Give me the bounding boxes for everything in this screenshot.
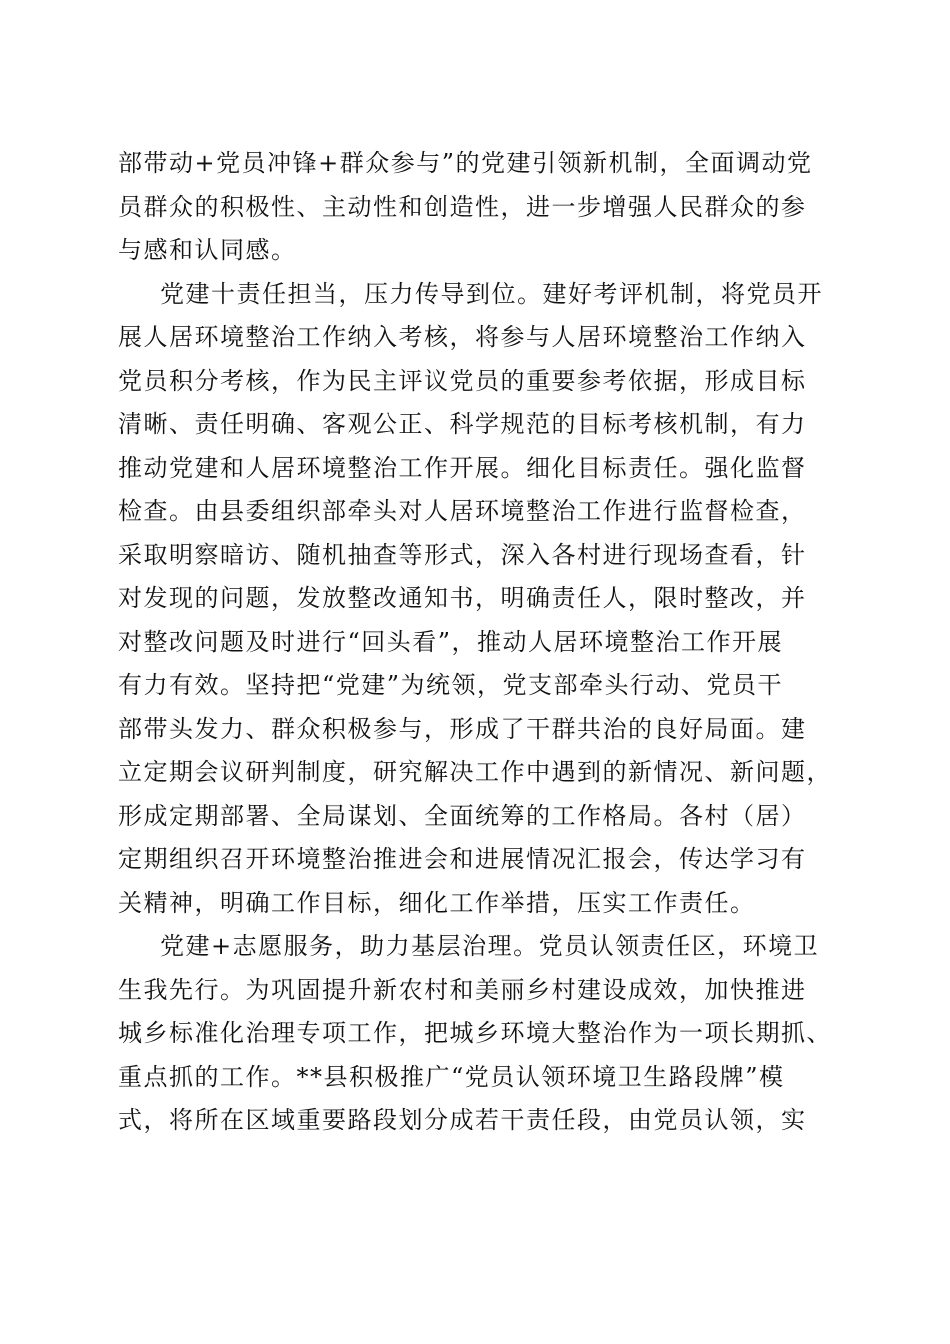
text-line: 与感和认同感。 bbox=[118, 236, 297, 264]
text-line: 检查。由县委组织部牵头对人居环境整治工作进行监督检查， bbox=[118, 497, 807, 525]
text-line: 立定期会议研判制度，研究解决工作中遇到的新情况、新问题， bbox=[118, 758, 832, 786]
text-line: 清晰、责任明确、客观公正、科学规范的目标考核机制，有力 bbox=[118, 410, 807, 438]
text-line: 部带头发力、群众积极参与，形成了干群共治的良好局面。建 bbox=[118, 714, 807, 743]
paragraph-start-line: 党建+志愿服务，助力基层治理。党员认领责任区，环境卫 bbox=[160, 932, 820, 960]
text-line: 对发现的问题，发放整改通知书，明确责任人，限时整改，并 bbox=[118, 584, 807, 612]
text-line: 对整改问题及时进行“回头看”，推动人居环境整治工作开展 bbox=[118, 627, 784, 656]
text-line: 城乡标准化治理专项工作，把城乡环境大整治作为一项长期抓、 bbox=[118, 1019, 832, 1047]
text-line: 采取明察暗访、随机抽查等形式，深入各村进行现场查看，针 bbox=[118, 540, 807, 569]
text-line: 形成定期部署、全局谋划、全面统筹的工作格局。各村（居） bbox=[118, 801, 807, 830]
text-line: 生我先行。为巩固提升新农村和美丽乡村建设成效，加快推进 bbox=[118, 975, 807, 1004]
text-line: 重点抓的工作。**县积极推广“党员认领环境卫生路段牌”模 bbox=[118, 1062, 785, 1091]
document-body bbox=[118, 142, 830, 1143]
text-line: 党员积分考核，作为民主评议党员的重要参考依据，形成目标 bbox=[118, 366, 807, 395]
text-line: 部带动+党员冲锋+群众参与”的党建引领新机制，全面调动党 bbox=[118, 149, 813, 177]
text-line: 推动党建和人居环境整治工作开展。细化目标责任。强化监督 bbox=[118, 453, 807, 482]
text-line: 员群众的积极性、主动性和创造性，进一步增强人民群众的参 bbox=[118, 192, 807, 221]
paragraph-start-line: 党建十责任担当，压力传导到位。建好考评机制，将党员开 bbox=[160, 279, 823, 308]
text-line: 定期组织召开环境整治推进会和进展情况汇报会，传达学习有 bbox=[118, 845, 807, 873]
text-line: 式，将所在区域重要路段划分成若干责任段，由党员认领，实 bbox=[118, 1106, 807, 1134]
text-line: 展人居环境整治工作纳入考核，将参与人居环境整治工作纳入 bbox=[118, 323, 807, 351]
text-line: 关精神，明确工作目标，细化工作举措，压实工作责任。 bbox=[118, 888, 756, 917]
text-line: 有力有效。坚持把“党建”为统领，党支部牵头行动、党员干 bbox=[118, 671, 784, 699]
